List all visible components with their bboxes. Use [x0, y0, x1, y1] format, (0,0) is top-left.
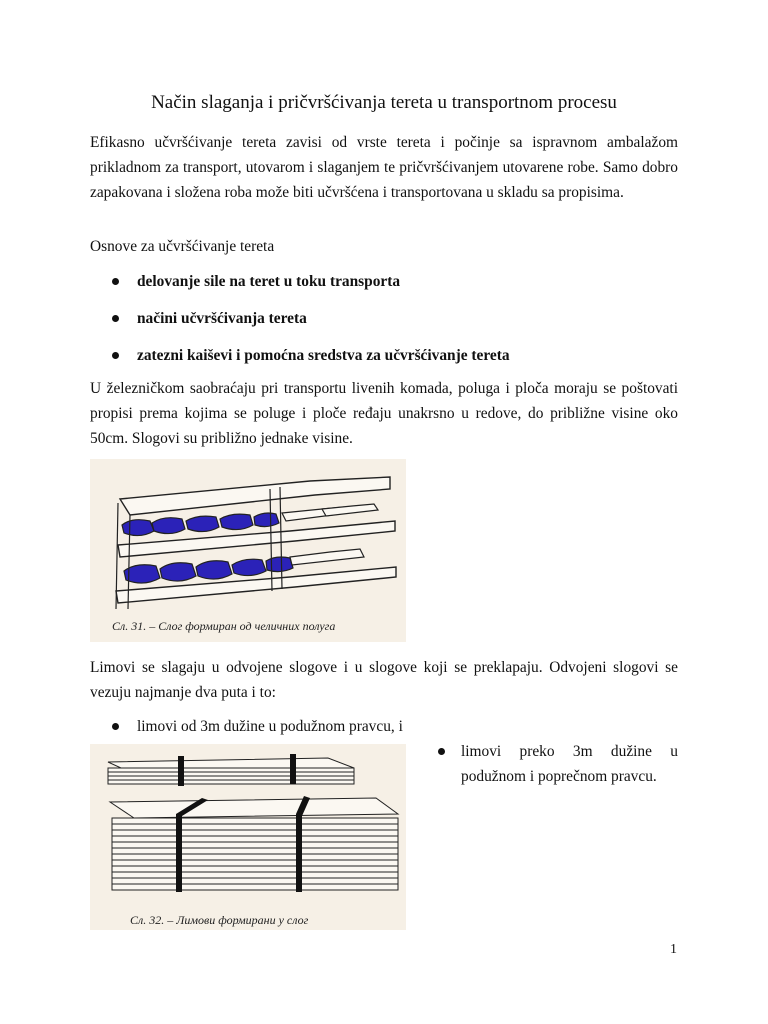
- list-item: limovi od 3m dužine u podužnom pravcu, i: [112, 716, 403, 738]
- page-number: 1: [670, 942, 677, 957]
- bullet-icon: [438, 748, 445, 755]
- list-item: delovanje sile na teret u toku transporta: [112, 271, 400, 293]
- railway-paragraph: U železničkom saobraćaju pri transportu livenih komada, poluga i ploča moraju se poštovati propisi prema kojima se poluge i ploče ređaju unakrsno u redove, do približne visine oko 50cm. Slogovi su približno jednake visine.: [90, 380, 678, 447]
- list-item: zatezni kaiševi i pomoćna sredstva za učvršćivanje tereta: [112, 345, 510, 367]
- bullet-icon: [112, 723, 119, 730]
- ingot-stack-illustration: [90, 459, 406, 642]
- figure-2-caption: Сл. 32. – Лимови формирани у слог: [130, 913, 309, 927]
- page-title: Način slaganja i pričvršćivanja tereta u transportnom procesu: [151, 92, 617, 113]
- bullet-icon: [112, 315, 119, 322]
- figure-1-caption: Сл. 31. – Слог формиран од челичних полуга: [112, 619, 336, 633]
- list-item: načini učvršćivanja tereta: [112, 308, 307, 330]
- sheets-paragraph: Limovi se slagaju u odvojene slogove i u slogove koji se preklapaju. Odvojeni slogovi se vezuju najmanje dva puta i to:: [90, 659, 678, 701]
- basics-heading: Osnove za učvršćivanje tereta: [90, 238, 275, 255]
- intro-paragraph: Efikasno učvršćivanje tereta zavisi od vrste tereta i počinje sa ispravnom ambalažom prikladnom za transport, utovarom i slaganjem te pričvršćivanjem utovarene robe. Samo dobro zapakovana i složena roba može biti učvršćena i transportovana u skladu sa propisima.: [90, 134, 678, 201]
- list-item: limovi preko 3m dužine u podužnom i poprečnom pravcu.: [438, 739, 678, 789]
- figure-ingot-stack: [90, 459, 406, 642]
- sheet-stacks-illustration: [90, 744, 406, 930]
- bullet-icon: [112, 352, 119, 359]
- bullet-icon: [112, 278, 119, 285]
- figure-sheet-stacks: [90, 744, 406, 930]
